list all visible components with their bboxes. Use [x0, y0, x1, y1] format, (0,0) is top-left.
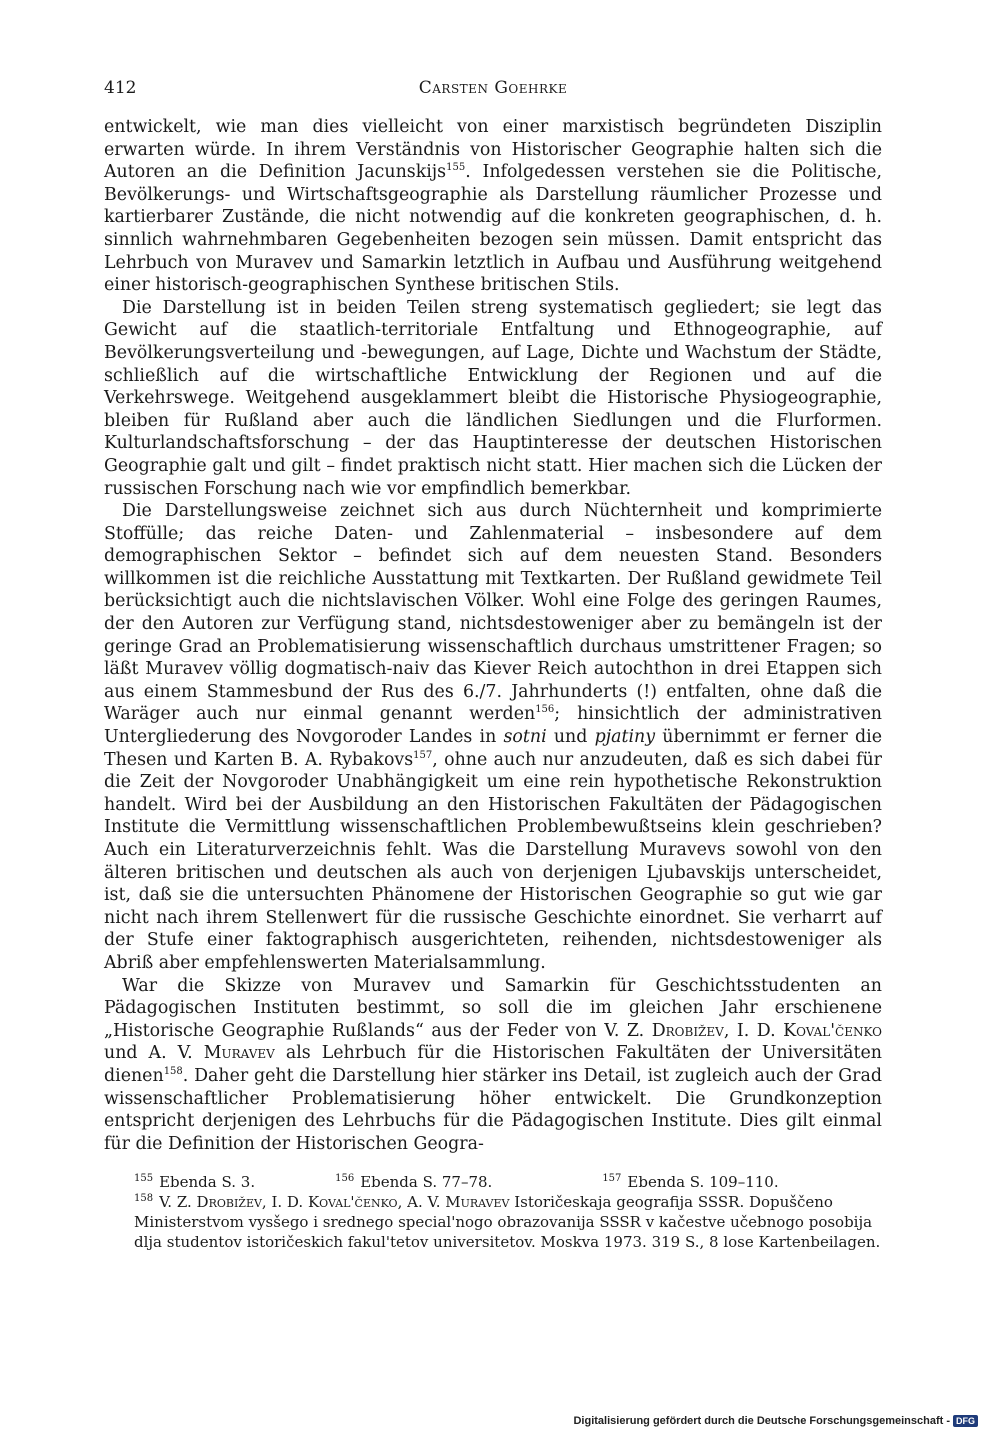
- text-run: Die Darstellungsweise zeichnet sich aus durch Nüchternheit und komprimierte Stoffülle; das reiche Daten- und Zahlenmaterial – insbesondere auf dem demographischen Sektor – befindet sich auf dem neuesten Stand. Besonders willkommen ist die reichliche Ausstattung mit Textkarten. Der Rußland gewidmete Teil berücksichtigt auch die nichtslavischen Völker. Wohl eine Folge des geringen Raumes, der den Autoren zur Verfügung stand, nichtsdestoweniger aber zu bemängeln ist der geringe Grad an Problematisierung wissenschaftlich durchaus umstrittener Fragen; so läßt Muravev völlig dogmatisch-naiv das Kiever Reich autochthon in drei Etappen sich aus einem Stammesbund der Rus des 6./7. Jahrhunderts (!) entfalten, ohne daß die Waräger auch nur einmal genannt werden: [104, 501, 882, 725]
- text-run: und A. V.: [104, 1043, 204, 1064]
- page-header: [104, 78, 882, 102]
- footnote-157: [492, 1172, 778, 1192]
- footnote-ref-156[interactable]: 156: [535, 704, 555, 716]
- paragraph-2: Die Darstellung ist in beiden Teilen streng systematisch gegliedert; sie legt das Gewicht auf die staatlich-territoriale Entfaltung und Ethnogeographie, auf Bevölkerungsverteilung und -bewegungen, auf Lage, Dichte und Wachstum der Städte, schließlich auf die wirtschaftliche Entwicklung der Regionen und auf die Verkehrswege. Weitgehend ausgeklammert bleibt die Historische Physiogeographie, bleiben für Rußland aber auch die ländlichen Siedlungen und die Flurformen. Kulturlandschaftsforschung – der das Hauptinteresse der deutschen Historischen Geographie galt und gilt – findet praktisch nicht statt. Hier machen sich die Lücken der russischen Forschung nach wie vor empfindlich bemerkbar.: [104, 297, 882, 499]
- footnote-text: Ebenda S. 3.: [159, 1173, 256, 1191]
- footnote-text: , I. D.: [261, 1193, 308, 1211]
- footnote-number: 157: [602, 1173, 622, 1184]
- italic-term: sotni: [503, 727, 547, 748]
- footnotes: [104, 1172, 882, 1252]
- italic-term: pjatiny: [594, 727, 656, 748]
- footnote-ref-158[interactable]: 158: [163, 1066, 183, 1078]
- author-name: Muravev: [203, 1043, 275, 1064]
- credit-text: Digitalisierung gefördert durch die Deutsche Forschungsgemeinschaft -: [573, 1415, 950, 1427]
- footnote-number: 156: [335, 1173, 355, 1184]
- text-run: . Daher geht die Darstellung hier stärker ins Detail, ist zugleich auch der Grad wissenschaftlicher Problematisierung höher entwickelt. Die Grundkonzeption entspricht derjenigen des Lehrbuchs für die Pädagogischen Institute. Dies gilt einmal für die Definition der Historischen Geogra-: [104, 1065, 882, 1154]
- author-name: Koval'čenko: [307, 1193, 398, 1211]
- paragraph-3: [104, 500, 882, 974]
- footnote-row: [104, 1172, 882, 1192]
- footnote-number: 158: [134, 1193, 154, 1204]
- text-run: übernimmt er ferner die Thesen und Karten B. A. Rybakovs: [104, 727, 882, 770]
- paragraph-1: [104, 116, 882, 297]
- page-number: 412: [104, 78, 137, 98]
- footnote-text: Istoričeskaja geografija SSSR. Dopuščeno Ministerstvom vysšego i srednego special'nogo obrazovanija SSSR v kačestve učebnogo posobija dlja studentov istoričeskich fakul'tetov universitetov. Moskva 1973. 319 S., 8 lose Kartenbeilagen.: [134, 1193, 881, 1251]
- text-run: . Infolgedessen verstehen sie die Politische, Bevölkerungs- und Wirtschaftsgeographie als Darstellung räumlicher Prozesse und kartierbarer Zustände, die nicht notwendig auf die konkreten geographischen, d. h. sinnlich wahrnehmbaren Gegebenheiten bezogen sein müssen. Damit entspricht das Lehrbuch von Muravev und Samarkin letztlich in Aufbau und Ausführung weitgehend einer historisch-geographischen Synthese britischen Stils.: [104, 162, 882, 296]
- author-name: Muravev: [445, 1193, 510, 1211]
- text-run: War die Skizze von Muravev und Samarkin für Geschichtsstudenten an Pädagogischen Instituten bestimmt, so soll die im gleichen Jahr erschienene „Historische Geographie Rußlands“ aus der Feder von V. Z.: [104, 975, 882, 1041]
- body-text: [104, 116, 882, 1155]
- footnote-158: [104, 1192, 882, 1252]
- digitization-credit: [573, 1415, 978, 1427]
- footnote-ref-157[interactable]: 157: [413, 749, 433, 761]
- footnote-156: [255, 1172, 492, 1192]
- text-run: als Lehrbuch für die Historischen Fakultäten der Universitäten dienen: [104, 1043, 882, 1086]
- footnote-155: [104, 1172, 255, 1192]
- text-run: und: [546, 727, 595, 748]
- footnote-number: 155: [134, 1173, 154, 1184]
- paragraph-4: [104, 975, 882, 1156]
- dfg-logo: DFG: [953, 1415, 978, 1427]
- text-run: , I. D.: [723, 1020, 784, 1041]
- text-run: entwickelt, wie man dies vielleicht von einer marxistisch begründeten Disziplin erwarten würde. In ihrem Verständnis von Historischer Geographie halten sich die Autoren an die Definition Jacunskijs: [104, 117, 882, 183]
- footnote-text: Ebenda S. 77–78.: [360, 1173, 493, 1191]
- author-name: Koval'čenko: [783, 1020, 882, 1041]
- footnote-text: Ebenda S. 109–110.: [627, 1173, 779, 1191]
- text-run: ; hinsichtlich der administrativen Untergliederung des Novgoroder Landes in: [104, 704, 882, 748]
- footnote-text: , A. V.: [397, 1193, 446, 1211]
- running-head: Carsten Goehrke: [418, 78, 568, 98]
- text-run: , ohne auch nur anzudeuten, daß es sich dabei für die Zeit der Novgoroder Unabhängigkeit um eine rein hypothetische Rekonstruktion handelt. Wird bei der Ausbildung an den Historischen Fakultäten der Pädagogischen Institute die Vermittlung wissenschaftlichen Problembewußtseins klein geschrieben? Auch ein Literaturverzeichnis fehlt. Was die Darstellung Muravevs sowohl von den älteren britischen und deutschen als auch von derjenigen Ljubavskijs unterscheidet, ist, daß sie die untersuchten Phänomene der Historischen Geographie so gut wie gar nicht nach ihrem Stellenwert für die russische Geschichte einordnet. Sie verharrt auf der Stufe einer faktographisch ausgerichteten, reihenden, nichtsdestoweniger als Abriß aber empfehlenswerten Materialsammlung.: [104, 749, 882, 973]
- footnote-text: V. Z.: [159, 1193, 197, 1211]
- footnote-ref-155[interactable]: 155: [446, 162, 466, 174]
- author-name: Drobižev: [651, 1020, 724, 1041]
- author-name: Drobižev: [196, 1193, 262, 1211]
